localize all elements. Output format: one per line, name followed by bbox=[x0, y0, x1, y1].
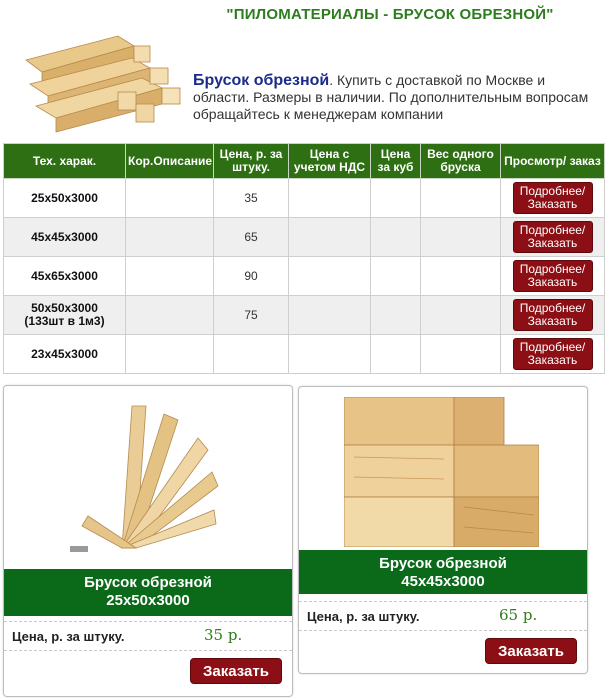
table-row bbox=[4, 218, 605, 257]
col-header-price-m3: Цена за куб bbox=[371, 144, 421, 179]
price-vat-cell bbox=[289, 257, 371, 296]
details-order-button[interactable]: Подробнее/ Заказать bbox=[513, 260, 593, 292]
col-header-description: Кор.Описание bbox=[126, 144, 214, 179]
desc-cell bbox=[126, 335, 214, 374]
size-cell: 23х45х3000 bbox=[4, 335, 126, 374]
details-order-button[interactable]: Подробнее/ Заказать bbox=[513, 182, 593, 214]
card-price-value: 65 р. bbox=[499, 606, 538, 624]
card-product-name[interactable]: Брусок обрезной 45х45х3000 bbox=[299, 550, 587, 594]
product-card bbox=[298, 386, 588, 674]
price-vat-cell bbox=[289, 335, 371, 374]
page-title: "ПИЛОМАТЕРИАЛЫ - БРУСОК ОБРЕЗНОЙ" bbox=[226, 6, 554, 23]
card-product-name[interactable]: Брусок обрезной 25х50х3000 bbox=[4, 569, 292, 616]
order-button[interactable]: Заказать bbox=[485, 638, 577, 664]
details-order-button[interactable]: Подробнее/ Заказать bbox=[513, 299, 593, 331]
weight-cell bbox=[421, 296, 501, 335]
col-header-specs: Тех. харак. bbox=[4, 144, 126, 179]
col-header-weight: Вес одного бруска bbox=[421, 144, 501, 179]
size-note: (133шт в 1м3) bbox=[24, 314, 105, 328]
price-cell: 65 bbox=[214, 218, 289, 257]
size-cell: 45х45х3000 bbox=[4, 218, 126, 257]
table-row bbox=[4, 179, 605, 218]
price-m3-cell bbox=[371, 257, 421, 296]
product-image-square-bars[interactable] bbox=[344, 397, 539, 547]
card-price-row bbox=[299, 601, 587, 631]
desc-cell bbox=[126, 257, 214, 296]
action-cell bbox=[501, 335, 605, 374]
col-header-price-vat: Цена с учетом НДС bbox=[289, 144, 371, 179]
price-table bbox=[3, 143, 605, 374]
action-cell bbox=[501, 179, 605, 218]
desc-cell bbox=[126, 179, 214, 218]
table-header-row bbox=[4, 144, 605, 179]
price-m3-cell bbox=[371, 179, 421, 218]
details-order-button[interactable]: Подробнее/ Заказать bbox=[513, 338, 593, 370]
table-row bbox=[4, 257, 605, 296]
price-m3-cell bbox=[371, 335, 421, 374]
table-row bbox=[4, 296, 605, 335]
order-button[interactable]: Заказать bbox=[190, 658, 282, 684]
product-image-fanned-bars[interactable] bbox=[62, 398, 237, 568]
action-cell bbox=[501, 218, 605, 257]
card-price-label: Цена, р. за штуку. bbox=[307, 609, 420, 624]
weight-cell bbox=[421, 257, 501, 296]
price-m3-cell bbox=[371, 296, 421, 335]
price-m3-cell bbox=[371, 218, 421, 257]
size-cell: 25х50х3000 bbox=[4, 179, 126, 218]
weight-cell bbox=[421, 335, 501, 374]
intro-text bbox=[193, 72, 598, 123]
product-link[interactable]: Брусок обрезной bbox=[193, 72, 330, 89]
col-header-view-order: Просмотр/ заказ bbox=[501, 144, 605, 179]
weight-cell bbox=[421, 218, 501, 257]
col-header-price: Цена, р. за штуку. bbox=[214, 144, 289, 179]
intro-description: . Купить с доставкой по Москве и области. Размеры в наличии. По дополнительным вопросам обращайтесь к менеджерам компании bbox=[193, 72, 589, 122]
card-price-label: Цена, р. за штуку. bbox=[12, 629, 125, 644]
price-cell bbox=[214, 335, 289, 374]
price-vat-cell bbox=[289, 179, 371, 218]
size-cell: 50х50х3000 (133шт в 1м3) bbox=[4, 296, 126, 335]
size-cell: 45х65х3000 bbox=[4, 257, 126, 296]
price-vat-cell bbox=[289, 218, 371, 257]
price-cell: 35 bbox=[214, 179, 289, 218]
card-price-row bbox=[4, 621, 292, 651]
action-cell bbox=[501, 257, 605, 296]
details-order-button[interactable]: Подробнее/ Заказать bbox=[513, 221, 593, 253]
table-row bbox=[4, 335, 605, 374]
product-card bbox=[3, 385, 293, 697]
price-cell: 90 bbox=[214, 257, 289, 296]
price-vat-cell bbox=[289, 296, 371, 335]
lumber-stack-image bbox=[22, 32, 184, 136]
desc-cell bbox=[126, 218, 214, 257]
card-price-value: 35 р. bbox=[204, 626, 243, 644]
desc-cell bbox=[126, 296, 214, 335]
weight-cell bbox=[421, 179, 501, 218]
action-cell bbox=[501, 296, 605, 335]
price-cell: 75 bbox=[214, 296, 289, 335]
